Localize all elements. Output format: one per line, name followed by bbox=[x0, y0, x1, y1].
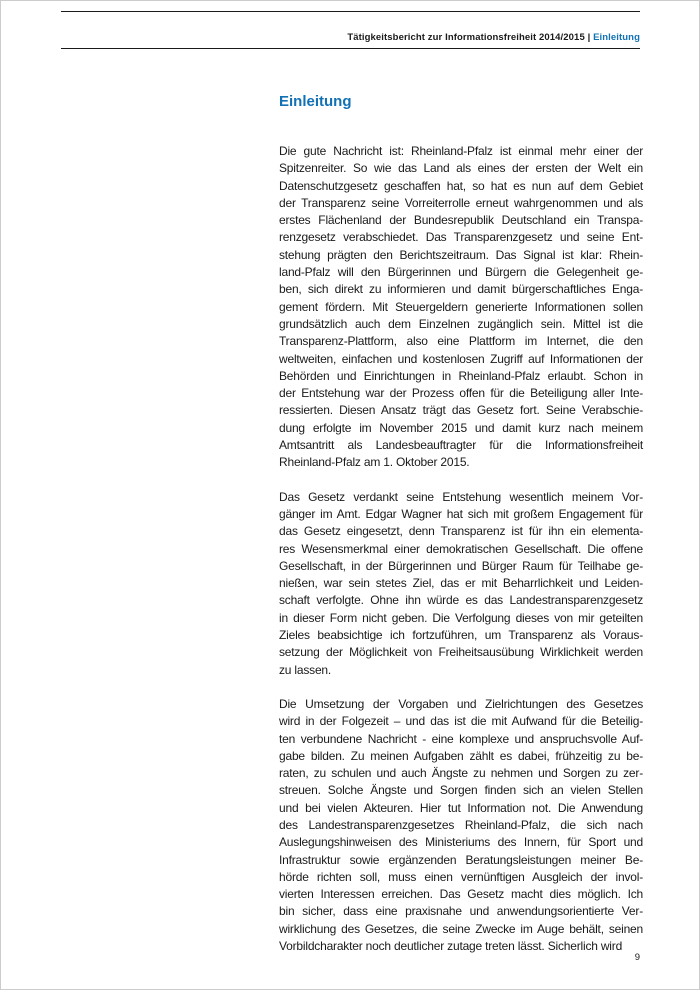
body-line: erstes Flächenland der Bundesrepublik Deutschland ein Transpa- bbox=[279, 213, 643, 228]
body-line: Datenschutzgesetz geschaffen hat, so hat es nun auf dem Gebiet bbox=[279, 178, 643, 193]
body-line: gänger im Amt. Edgar Wagner hat sich mit großem Engagement für bbox=[279, 506, 643, 521]
body-line: vierten Interessen erreichen. Das Gesetz macht dies möglich. Ich bbox=[279, 887, 643, 902]
body-line: Rheinland-Pfalz am 1. Oktober 2015. bbox=[279, 455, 470, 470]
paragraph bbox=[279, 696, 643, 955]
body-line: zu lassen. bbox=[279, 662, 332, 677]
body-line: raten, zu schulen und auch Ängste zu nehmen und Sorgen zu zer- bbox=[279, 766, 643, 781]
paragraphs bbox=[279, 143, 643, 955]
body-line: in dieser Form nicht geben. Die Verfolgung dieses von mir geteilten bbox=[279, 610, 643, 625]
body-line: Transparenz-Plattform, also eine Plattform im Internet, die den bbox=[279, 334, 643, 349]
header-report-title: Tätigkeitsbericht zur Informationsfreiheit 2014/2015 bbox=[347, 32, 585, 43]
header-section-label: Einleitung bbox=[593, 32, 640, 43]
body-line: renzgesetz verabschiedet. Das Transparenzgesetz und seine Ent- bbox=[279, 230, 643, 245]
page-header bbox=[61, 32, 640, 43]
body-line: Das Gesetz verdankt seine Entstehung wesentlich meinem Vor- bbox=[279, 489, 643, 504]
body-line: und bei vielen Akteuren. Hier tut Information not. Die Anwendung bbox=[279, 800, 643, 815]
body-line: weltweiten, einfachen und kostenlosen Zugriff auf Informationen der bbox=[279, 351, 643, 366]
body-line: res Wesensmerkmal einer demokratischen Gesellschaft. Die offene bbox=[279, 541, 643, 556]
body-line: bin sicher, dass eine praxisnahe und anwendungsorientierte Ver- bbox=[279, 904, 643, 919]
body-line: Auslegungshinweisen des Ministeriums des Innern, für Sport und bbox=[279, 835, 643, 850]
paragraph bbox=[279, 489, 643, 679]
body-line: wird in der Folgezeit – und das ist die mit Aufwand für die Beteilig- bbox=[279, 714, 643, 729]
body-line: Die gute Nachricht ist: Rheinland-Pfalz ist einmal mehr einer der bbox=[279, 144, 643, 158]
body-line: gement fördern. Mit Steuergeldern generierte Informationen sollen bbox=[279, 299, 643, 314]
body-line: ressierten. Diesen Ansatz trägt das Gesetz fort. Seine Verabschie- bbox=[279, 403, 643, 418]
body-line: das Gesetz eingesetzt, denn Transparenz ist für ihn ein elementa- bbox=[279, 524, 643, 539]
body-line: ben, sich direkt zu informieren und damit bürgerschaftliches Enga- bbox=[279, 282, 643, 297]
paragraph bbox=[279, 143, 643, 472]
body-line: wirklichung des Gesetzes, die seine Zwecke im Auge behält, seinen bbox=[279, 921, 643, 936]
body-line: gabe bilden. Zu meinen Aufgaben zählt es dabei, frühzeitig zu be- bbox=[279, 748, 643, 763]
header-rule-bottom bbox=[61, 48, 640, 49]
body-line: Gesellschaft, in der Bürgerinnen und Bürger Raum für Teilhabe ge- bbox=[279, 558, 643, 573]
body-line: stehung prägten den Berichtszeitraum. Das Signal ist klar: Rhein- bbox=[279, 247, 643, 262]
body-line: Amtsantritt als Landesbeauftragter für die Informationsfreiheit bbox=[279, 438, 643, 453]
body-line: grundsätzlich auch dem Einzelnen zugänglich sein. Mittel ist die bbox=[279, 316, 643, 331]
body-line: Die Umsetzung der Vorgaben und Zielrichtungen des Gesetzes bbox=[279, 696, 643, 711]
body-line: Zieles beabsichtige ich fortzuführen, um Transparenz als Voraus- bbox=[279, 628, 643, 643]
body-line: nießen, war sein stetes Ziel, das er mit Beharrlichkeit und Leiden- bbox=[279, 576, 643, 591]
body-line: ten verbundene Nachricht - eine komplexe und anspruchsvolle Auf- bbox=[279, 731, 643, 746]
body-line: Spitzenreiter. So wie das Land als eines der ersten der Welt ein bbox=[279, 161, 643, 176]
header-separator: | bbox=[584, 32, 594, 43]
body-line: der Entstehung war der Prozess offen für die Beteiligung aller Inte- bbox=[279, 386, 643, 401]
body-line: Infrastruktur sowie ergänzenden Beratungsleistungen meiner Be- bbox=[279, 852, 643, 867]
body-line: des Landestransparenzgesetzes Rheinland-Pfalz, die sich nach bbox=[279, 817, 643, 832]
body-line: der Transparenz seine Vorreiterrolle erneut wahrgenommen und als bbox=[279, 195, 643, 210]
body-line: Vorbildcharakter noch deutlicher zutage treten lässt. Sicherlich wird bbox=[279, 939, 623, 954]
body-line: dung erfolgte im November 2015 und damit kurz nach meinem bbox=[279, 420, 643, 435]
page-content bbox=[279, 93, 643, 955]
header-rule-top bbox=[61, 11, 640, 12]
body-line: Behörden und Einrichtungen in Rheinland-Pfalz erlaubt. Schon in bbox=[279, 368, 643, 383]
page-heading: Einleitung bbox=[279, 93, 352, 110]
body-line: setzung der Möglichkeit von Freiheitsausübung Wirklichkeit werden bbox=[279, 645, 643, 660]
body-line: schaft verfolgte. Ohne ihn würde es das Landestransparenzgesetz bbox=[279, 593, 643, 608]
page-number: 9 bbox=[634, 952, 640, 963]
body-line: hörde richten soll, muss einen vernünftigen Ausgleich der invol- bbox=[279, 869, 643, 884]
body-line: streuen. Solche Ängste und Sorgen finden sich an vielen Stellen bbox=[279, 783, 643, 798]
body-line: land-Pfalz will den Bürgerinnen und Bürgern die Gelegenheit ge- bbox=[279, 265, 643, 280]
